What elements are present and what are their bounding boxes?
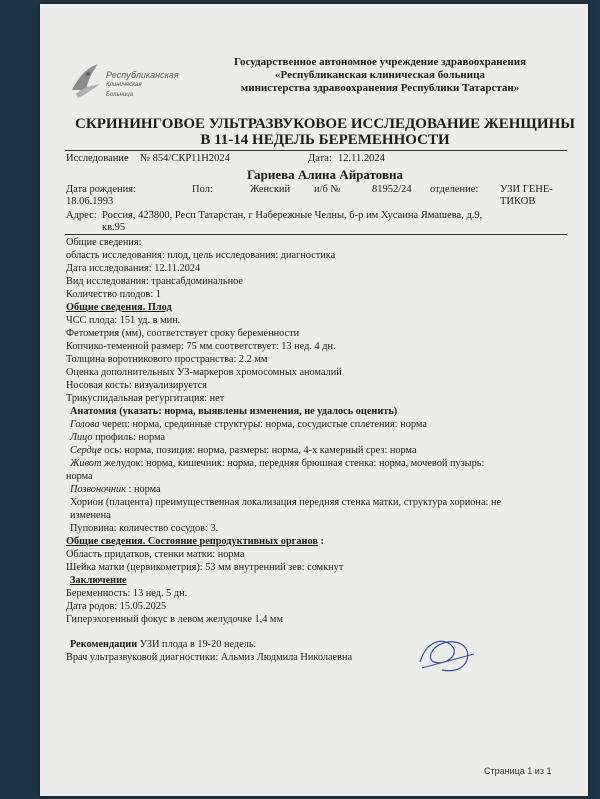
- fetus-nasal: Носовая кость: визуализируется: [66, 380, 207, 391]
- sex-label: Пол:: [192, 184, 213, 195]
- id-label: и/б №: [314, 184, 341, 195]
- anatomy-spine-text: : норма: [125, 484, 161, 495]
- anatomy-head: [66, 418, 566, 431]
- patient-name: Гариева Алина Айратовна: [247, 167, 403, 182]
- report-body: [66, 236, 566, 664]
- signature-icon: [412, 632, 482, 677]
- fetus-nt: Толщина воротникового пространства: 2.2 мм: [66, 354, 268, 365]
- general-heading: Общие сведения:: [66, 237, 142, 248]
- document-title: [60, 116, 590, 148]
- anatomy-head-text: череп: норма, срединные структуры: норма, сосудистые сплетения: норма: [99, 419, 427, 430]
- title-line-2: В 11-14 НЕДЕЛЬ БЕРЕМЕННОСТИ: [200, 132, 450, 148]
- anatomy-abdomen-label: Живот: [70, 458, 102, 469]
- general-count: Количество плодов: 1: [66, 289, 161, 300]
- id-value: 81952/24: [372, 184, 412, 195]
- address-line-1: Россия, 423800, Респ Татарстан, г Набережные Челны, б-р им Хусаина Ямашева, д.9,: [102, 210, 483, 221]
- anatomy-spine-label: Позвоночник: [70, 484, 126, 495]
- fetus-tricuspid: Трикуспидальная регургитация: нет: [66, 393, 225, 404]
- anatomy-heading: Анатомия (указать: норма, выявлены изменения, не удалось оценить): [70, 406, 398, 417]
- anatomy-heart: [66, 444, 566, 457]
- dept-label: отделение:: [430, 184, 479, 195]
- org-line-1: Государственное автономное учреждение здравоохранения: [233, 56, 527, 68]
- divider: [65, 150, 567, 151]
- fetus-hr: ЧСС плода: 151 уд. в мин.: [66, 315, 181, 326]
- logo-text: [106, 70, 179, 100]
- dept-value-2: ТИКОВ: [500, 196, 536, 207]
- spacer: [66, 626, 566, 638]
- general-area: область исследования: плод, цель исследования: диагностика: [66, 250, 336, 261]
- conclusion-pregnancy: Беременность: 13 нед. 5 дн.: [66, 588, 188, 599]
- reproductive-cervix: Шейка матки (цервикометрия): 53 мм внутренний зев: сомкнут: [66, 562, 344, 573]
- recommendation-label: Рекомендации: [70, 639, 138, 650]
- anatomy-abdomen: [66, 457, 566, 470]
- anatomy-abdomen-text: желудок: норма, кишечник: норма, передняя брюшная стенка: норма, мочевой пузырь:: [101, 458, 485, 469]
- conclusion-heading: Заключение: [70, 575, 127, 586]
- logo-sub2: Больница: [106, 92, 134, 98]
- address-line-2: кв.95: [102, 222, 126, 233]
- hospital-logo: [68, 60, 179, 120]
- conclusion-finding: Гиперэхогенный фокус в левом желудочке 1,4 мм: [66, 614, 283, 625]
- anatomy-chorion: Хорион (плацента) преимущественная локализация передняя стенка матки, структура хориона: не: [70, 497, 502, 508]
- conclusion-due-date: Дата родов: 15.05.2025: [66, 601, 167, 612]
- anatomy-cord: Пуповина: количество сосудов: 3.: [70, 523, 219, 534]
- org-line-2: «Республиканская клиническая больница: [275, 69, 485, 81]
- study-date-label: Дата:: [308, 153, 332, 164]
- sex-value: Женский: [250, 184, 291, 195]
- general-type: Вид исследования: трансабдоминальное: [66, 276, 243, 287]
- bird-logo-icon: [68, 60, 104, 100]
- title-line-1: СКРИНИНГОВОЕ УЛЬТРАЗВУКОВОЕ ИССЛЕДОВАНИЕ ЖЕНЩИНЫ: [75, 116, 575, 132]
- dept-value-1: УЗИ ГЕНЕ-: [500, 184, 553, 195]
- reproductive-heading: [66, 535, 566, 548]
- page-number: Страница 1 из 1: [484, 766, 552, 776]
- fetus-heading: Общие сведения. Плод: [66, 302, 172, 313]
- study-date: 12.11.2024: [338, 153, 385, 164]
- divider: [65, 234, 567, 235]
- anatomy-heart-text: ось: норма, позиция: норма, размеры: норма, 4-х камерный срез: норма: [101, 445, 417, 456]
- anatomy-head-label: Голова: [70, 419, 100, 430]
- dob-label: Дата рождения:: [66, 184, 137, 195]
- org-line-3: министерства здравоохранения Республики Татарстан»: [240, 82, 520, 94]
- address-label: Адрес:: [66, 210, 97, 221]
- doctor-line: Врач ультразвуковой диагностики: Альмиз Людмила Николаевна: [66, 652, 353, 663]
- anatomy-face-text: профиль: норма: [92, 432, 166, 443]
- logo-brand: Республиканская: [106, 70, 179, 80]
- study-label: Исследование: [66, 153, 129, 164]
- anatomy-abdomen-cont: норма: [66, 471, 93, 482]
- fetus-fetometry: Фетометрия (мм), соответствует сроку беременности: [66, 328, 300, 339]
- fetus-markers: Оценка дополнительных УЗ-маркеров хромосомных аномалий: [66, 367, 342, 378]
- dob-value: 18.06.1993: [66, 196, 114, 207]
- logo-sub1: Клиническая: [106, 82, 142, 88]
- anatomy-face: [66, 431, 566, 444]
- reproductive-heading-tail: :: [317, 536, 324, 547]
- fetus-crl: Копчико-теменной размер: 75 мм соответствует: 13 нед. 4 дн.: [66, 341, 336, 352]
- anatomy-heart-label: Сердце: [70, 445, 102, 456]
- anatomy-face-label: Лицо: [70, 432, 93, 443]
- anatomy-spine: [66, 483, 566, 496]
- general-date: Дата исследования: 12.11.2024: [66, 263, 201, 274]
- recommendation: [66, 638, 566, 651]
- organization-name: [190, 56, 570, 95]
- anatomy-chorion-cont: изменена: [70, 510, 111, 521]
- reproductive-heading-text: Общие сведения. Состояние репродуктивных органов: [66, 536, 318, 547]
- recommendation-text: УЗИ плода в 19-20 недель.: [137, 639, 257, 650]
- document-page: [40, 4, 588, 796]
- study-number: № 854/СКР11Н2024: [140, 153, 230, 164]
- reproductive-adnexa: Область придатков, стенки матки: норма: [66, 549, 245, 560]
